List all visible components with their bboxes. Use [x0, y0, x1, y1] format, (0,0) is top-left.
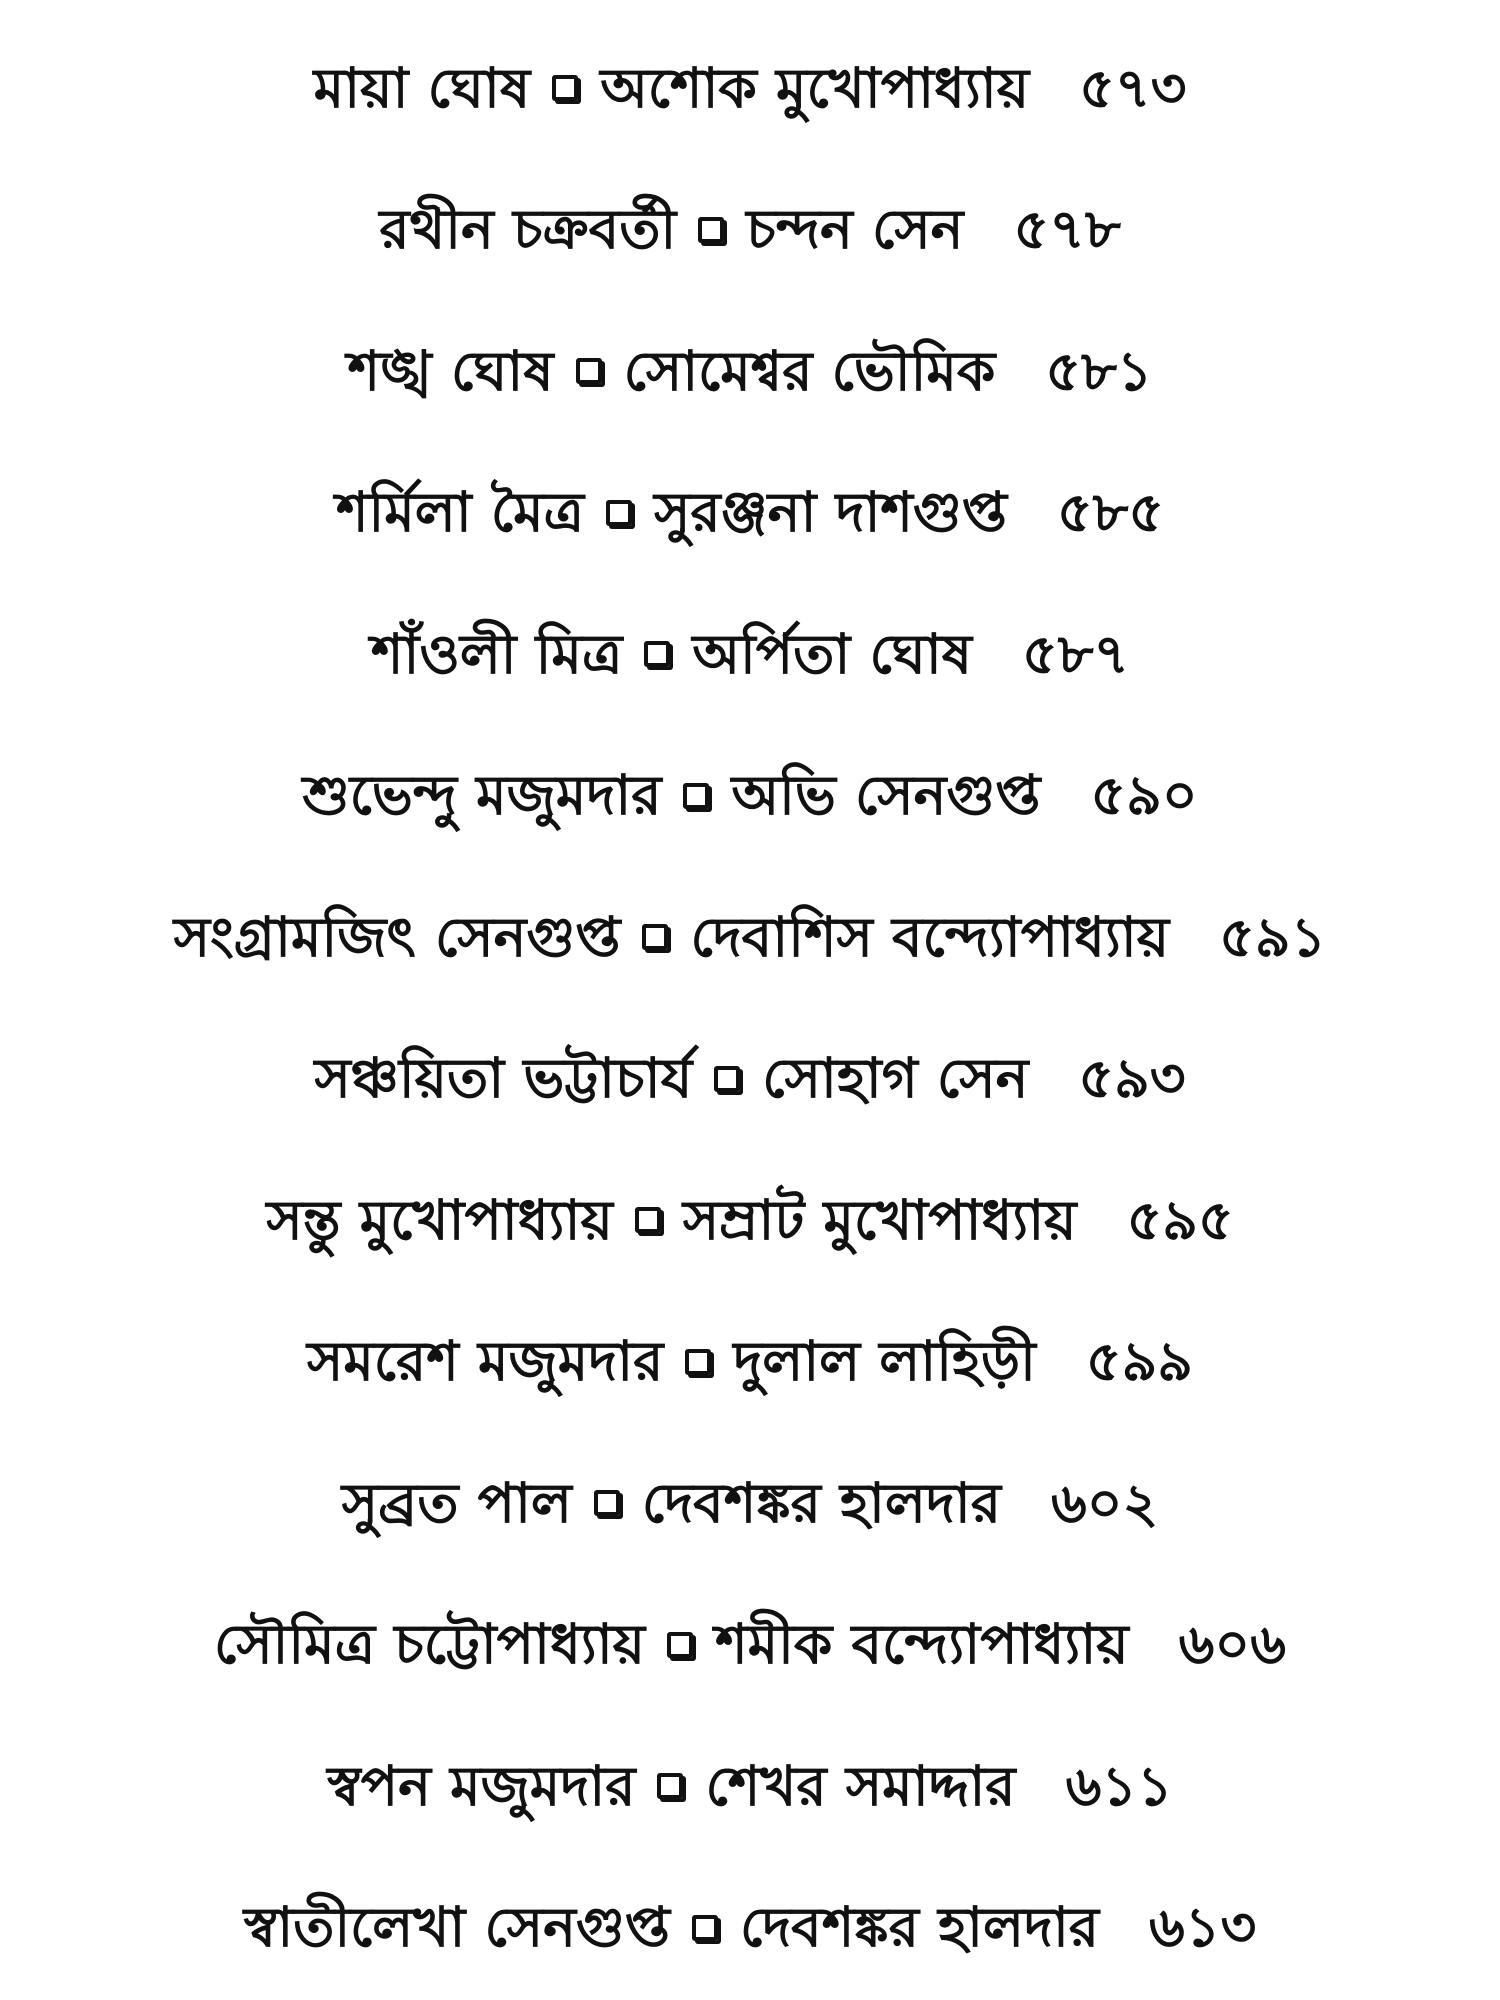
toc-entry — [0, 887, 1500, 987]
entry-page-number: ৬১৩ — [1149, 1895, 1257, 1960]
toc-entry — [0, 1029, 1500, 1129]
entry-author: চন্দন সেন — [746, 197, 964, 262]
toc-entry — [0, 1170, 1500, 1270]
entry-author: সম্রাট মুখোপাধ্যায় — [682, 1187, 1077, 1252]
entry-page-number: ৫৮১ — [1045, 338, 1153, 403]
square-bullet-icon — [552, 75, 578, 101]
toc-entry — [0, 38, 1500, 138]
entry-title: স্বাতীলেখা সেনগুপ্ত — [243, 1895, 670, 1960]
entry-page-number: ৫৭৮ — [1013, 197, 1121, 262]
toc-entry — [0, 463, 1500, 563]
square-bullet-icon — [657, 1773, 683, 1799]
entry-page-number: ৫৮৫ — [1056, 480, 1165, 545]
square-bullet-icon — [714, 1066, 740, 1092]
toc-entry — [0, 1595, 1500, 1695]
entry-author: সুরঞ্জনা দাশগুপ্ত — [654, 480, 1007, 545]
entry-title: স্বপন মজুমদার — [327, 1753, 636, 1818]
entry-page-number: ৫৯৫ — [1126, 1187, 1234, 1252]
entry-author: অর্পিতা ঘোষ — [692, 621, 973, 686]
entry-title: শঙ্খ ঘোষ — [347, 338, 554, 403]
toc-entry — [0, 1878, 1500, 1978]
entry-author: দেবশঙ্কর হালদার — [739, 1895, 1100, 1960]
entry-title: সঞ্চয়িতা ভট্টাচার্য — [314, 1046, 693, 1111]
table-of-contents — [0, 38, 1500, 1978]
toc-entry — [0, 1453, 1500, 1553]
entry-page-number: ৫৯০ — [1090, 763, 1198, 828]
entry-title: সুব্রত পাল — [341, 1470, 572, 1535]
entry-title: শুভেন্দু মজুমদার — [302, 763, 662, 828]
entry-author: সোহাগ সেন — [762, 1046, 1029, 1111]
entry-page-number: ৫৯৯ — [1085, 1329, 1193, 1394]
entry-author: শেখর সমাদ্দার — [705, 1753, 1016, 1818]
toc-entry — [0, 1312, 1500, 1412]
entry-author: সোমেশ্বর ভৌমিক — [623, 338, 996, 403]
entry-author: অভি সেনগুপ্ত — [731, 763, 1041, 828]
square-bullet-icon — [683, 783, 709, 809]
square-bullet-icon — [685, 1349, 711, 1375]
entry-page-number: ৫৮৭ — [1022, 621, 1130, 686]
entry-title: সৌমিত্র চট্টোপাধ্যায় — [214, 1612, 646, 1677]
toc-entry — [0, 321, 1500, 421]
square-bullet-icon — [642, 924, 668, 950]
entry-author: দুলাল লাহিড়ী — [733, 1329, 1036, 1394]
square-bullet-icon — [635, 1207, 661, 1233]
entry-page-number: ৫৯৩ — [1078, 1046, 1186, 1111]
entry-title: রথীন চক্রবর্তী — [379, 197, 677, 262]
entry-page-number: ৫৯১ — [1219, 904, 1327, 969]
toc-entry — [0, 604, 1500, 704]
entry-title: সংগ্রামজিৎ সেনগুপ্ত — [173, 904, 621, 969]
toc-entry — [0, 1736, 1500, 1836]
toc-entry — [0, 746, 1500, 846]
square-bullet-icon — [667, 1632, 693, 1658]
entry-title: সমরেশ মজুমদার — [307, 1329, 664, 1394]
entry-page-number: ৬০২ — [1050, 1470, 1159, 1535]
entry-author: দেবাশিস বন্দ্যোপাধ্যায় — [690, 904, 1170, 969]
square-bullet-icon — [698, 217, 724, 243]
entry-title: সন্তু মুখোপাধ্যায় — [266, 1187, 613, 1252]
entry-title: মায়া ঘোষ — [313, 55, 531, 120]
entry-author: শমীক বন্দ্যোপাধ্যায় — [715, 1612, 1129, 1677]
entry-page-number: ৬১১ — [1065, 1753, 1173, 1818]
toc-entry — [0, 180, 1500, 280]
entry-author: দেবশঙ্কর হালদার — [641, 1470, 1001, 1535]
square-bullet-icon — [606, 500, 632, 526]
entry-title: শাঁওলী মিত্র — [370, 621, 623, 686]
entry-title: শর্মিলা মৈত্র — [335, 480, 585, 545]
square-bullet-icon — [594, 1490, 620, 1516]
entry-author: অশোক মুখোপাধ্যায় — [600, 55, 1030, 120]
square-bullet-icon — [692, 1915, 718, 1941]
square-bullet-icon — [576, 358, 602, 384]
square-bullet-icon — [644, 641, 670, 667]
entry-page-number: ৬০৬ — [1178, 1612, 1286, 1677]
entry-page-number: ৫৭৩ — [1079, 55, 1187, 120]
